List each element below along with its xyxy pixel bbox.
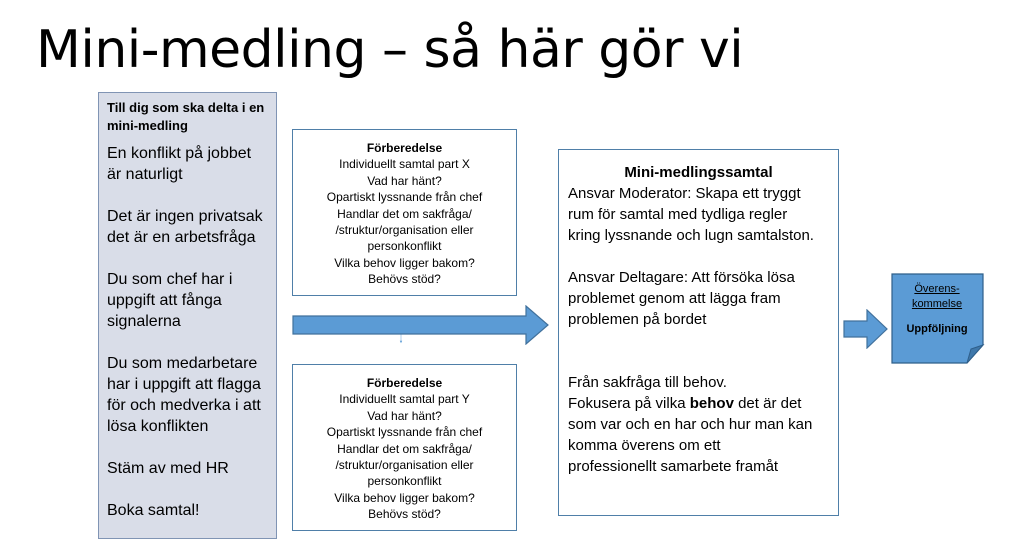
focus-line: Fokusera på vilka behov det är det: [568, 395, 802, 412]
focus-line: professionellt samarbete framåt: [568, 458, 779, 475]
moderator-line: Ansvar Moderator: Skapa ett tryggt: [568, 185, 801, 202]
participant-line: problemen på bordet: [568, 311, 707, 328]
prep-y-line: Handlar det om sakfråga/: [337, 441, 472, 456]
prep-x-line: personkonflikt: [367, 239, 442, 254]
preparation-y-heading: Förberedelse: [366, 376, 443, 390]
preparation-x-heading: Förberedelse: [366, 141, 443, 155]
prep-y-line: Opartiskt lyssnande från chef: [326, 425, 483, 440]
prep-x-line: Opartiskt lyssnande från chef: [326, 190, 483, 205]
focus-line: som var och en har och hur man kan: [568, 416, 813, 433]
moderator-line: rum för samtal med tydliga regler: [568, 206, 788, 223]
prep-x-line: Behövs stöd?: [368, 272, 441, 287]
prep-y-line: Vilka behov ligger bakom?: [334, 490, 475, 505]
info-paragraph-4: Du som medarbetare har i uppgift att flagga för och medverka i att lösa konflikten: [107, 355, 261, 435]
prep-y-line: Individuellt samtal part Y: [339, 392, 470, 407]
prep-x-line: Vilka behov ligger bakom?: [334, 255, 475, 270]
prep-x-line: /struktur/organisation eller: [335, 223, 474, 238]
preparation-box-x: [292, 129, 517, 296]
participant-line: Ansvar Deltagare: Att försöka lösa: [568, 269, 795, 286]
participant-line: problemet genom att lägga fram: [568, 290, 781, 307]
focus-bold-word: behov: [689, 395, 734, 412]
prep-y-line: Behövs stöd?: [368, 507, 441, 522]
outcome-label: [893, 282, 981, 337]
prep-x-line: Handlar det om sakfråga/: [337, 206, 472, 221]
moderator-line: kring lyssnande och lugn samtalston.: [568, 227, 814, 244]
info-paragraph-2: Det är ingen privatsak det är en arbetsfråga: [107, 208, 263, 246]
info-panel-heading: Till dig som ska delta i en mini-medling: [107, 100, 265, 133]
small-right-arrow: [843, 309, 889, 349]
prep-y-line: personkonflikt: [367, 474, 442, 489]
info-paragraph-6: Boka samtal!: [107, 502, 200, 519]
agreement-line-1: Överens-: [914, 283, 960, 295]
prep-y-line: /struktur/organisation eller: [335, 458, 474, 473]
prep-x-line: Individuellt samtal part X: [339, 157, 470, 172]
focus-line: komma överens om ett: [568, 437, 721, 454]
mediation-session-box: [558, 149, 839, 516]
followup-label: Uppföljning: [906, 323, 968, 335]
preparation-box-y: [292, 364, 517, 531]
prep-y-line: Vad har hänt?: [367, 408, 442, 423]
info-panel: [98, 92, 277, 539]
mediation-heading: Mini-medlingssamtal: [624, 164, 773, 181]
info-paragraph-5: Stäm av med HR: [107, 460, 229, 477]
prep-x-line: Vad har hänt?: [367, 173, 442, 188]
info-paragraph-3: Du som chef har i uppgift att fånga signalerna: [107, 271, 233, 330]
info-paragraph-1: En konflikt på jobbet är naturligt: [107, 145, 252, 183]
agreement-line-2: kommelse: [911, 298, 963, 310]
big-right-arrow: [292, 305, 550, 345]
from-line: Från sakfråga till behov.: [568, 374, 727, 391]
page-title: Mini-medling – så här gör vi: [36, 20, 744, 80]
